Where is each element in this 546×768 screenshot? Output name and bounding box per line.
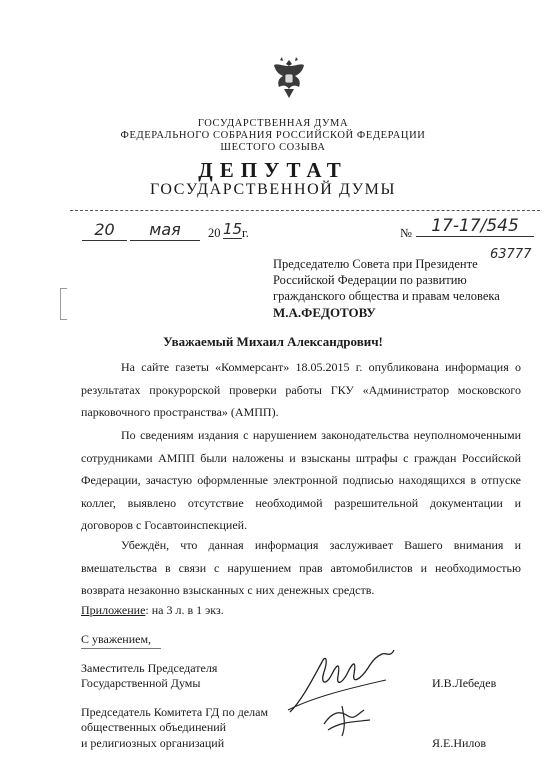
signer-2-name: Я.Е.Нилов bbox=[432, 736, 487, 750]
signer-2-title-line-2: общественных объединений bbox=[81, 720, 227, 734]
date-month: мая bbox=[149, 220, 181, 239]
greeting: Уважаемый Михаил Александрович! bbox=[163, 334, 383, 349]
date-year-suffix: 15 bbox=[223, 220, 243, 238]
signer-1-title-line-2: Государственной Думы bbox=[81, 676, 201, 690]
attachment bbox=[81, 603, 224, 618]
attachment-label: Приложение bbox=[81, 603, 146, 617]
addressee-line-2: Российской Федерации по развитию bbox=[273, 273, 467, 287]
date-day: 20 bbox=[94, 220, 115, 239]
paragraph-3: Убеждён, что данная информация заслуживает Вашего внимания и вмешательства в связи с нарушением прав автомобилистов и необходимостью возврата незаконно взысканных с них денежных средств. bbox=[81, 538, 521, 598]
addressee-line-3: гражданского общества и правам человека bbox=[273, 289, 500, 303]
closing-underline bbox=[81, 648, 161, 649]
paragraph-2: По сведениям издания с нарушением законодательства неуполномоченными сотрудниками АМПП были наложены и взысканы штрафы с граждан Российской Федерации, зачастую оформленные электронной подписью находящихся в отпуске коллег, выявлено отсутствие необходимой разрешительной документации и договоров с Госавтоинспекцией. bbox=[81, 428, 521, 533]
signer-2-title-line-3: и религиозных организаций bbox=[81, 736, 225, 750]
addressee-line-1: Председателю Совета при Президенте bbox=[273, 257, 478, 271]
date-year-prefix: 20 bbox=[208, 226, 221, 240]
signature-2 bbox=[318, 700, 378, 740]
signer-2-title-line-1: Председатель Комитета ГД по делам bbox=[81, 705, 269, 719]
number-field bbox=[416, 216, 534, 237]
header-divider bbox=[70, 210, 540, 211]
date-year-unit: г. bbox=[242, 226, 249, 240]
date-month-field bbox=[130, 220, 200, 241]
addressee-name: М.А.ФЕДОТОВУ bbox=[273, 305, 376, 320]
number-label: № bbox=[400, 226, 412, 240]
org-line-1: ГОСУДАРСТВЕННАЯ ДУМА bbox=[197, 118, 349, 129]
date-day-field bbox=[82, 220, 127, 241]
signer-1-title-line-1: Заместитель Председателя bbox=[81, 661, 218, 675]
closing: С уважением, bbox=[81, 632, 152, 646]
attachment-text: : на 3 л. в 1 экз. bbox=[145, 603, 224, 617]
double-headed-eagle-emblem-icon bbox=[269, 54, 309, 104]
document-subtitle: ГОСУДАРСТВЕННОЙ ДУМЫ bbox=[149, 181, 397, 198]
org-line-2: ФЕДЕРАЛЬНОГО СОБРАНИЯ РОССИЙСКОЙ ФЕДЕРАЦИИ bbox=[120, 130, 426, 141]
incoming-number: 63777 bbox=[490, 247, 532, 262]
number-value: 17-17/545 bbox=[431, 216, 519, 236]
paragraph-1: На сайте газеты «Коммерсант» 18.05.2015 г. опубликована информация о результатах прокурорской проверки работы ГКУ «Администратор московского парковочного пространства» (АМПП). bbox=[81, 360, 521, 420]
margin-bracket bbox=[60, 288, 67, 320]
org-line-3: ШЕСТОГО СОЗЫВА bbox=[220, 142, 326, 153]
signer-1-name: И.В.Лебедев bbox=[432, 676, 497, 690]
document-title: ДЕПУТАТ bbox=[198, 158, 348, 182]
